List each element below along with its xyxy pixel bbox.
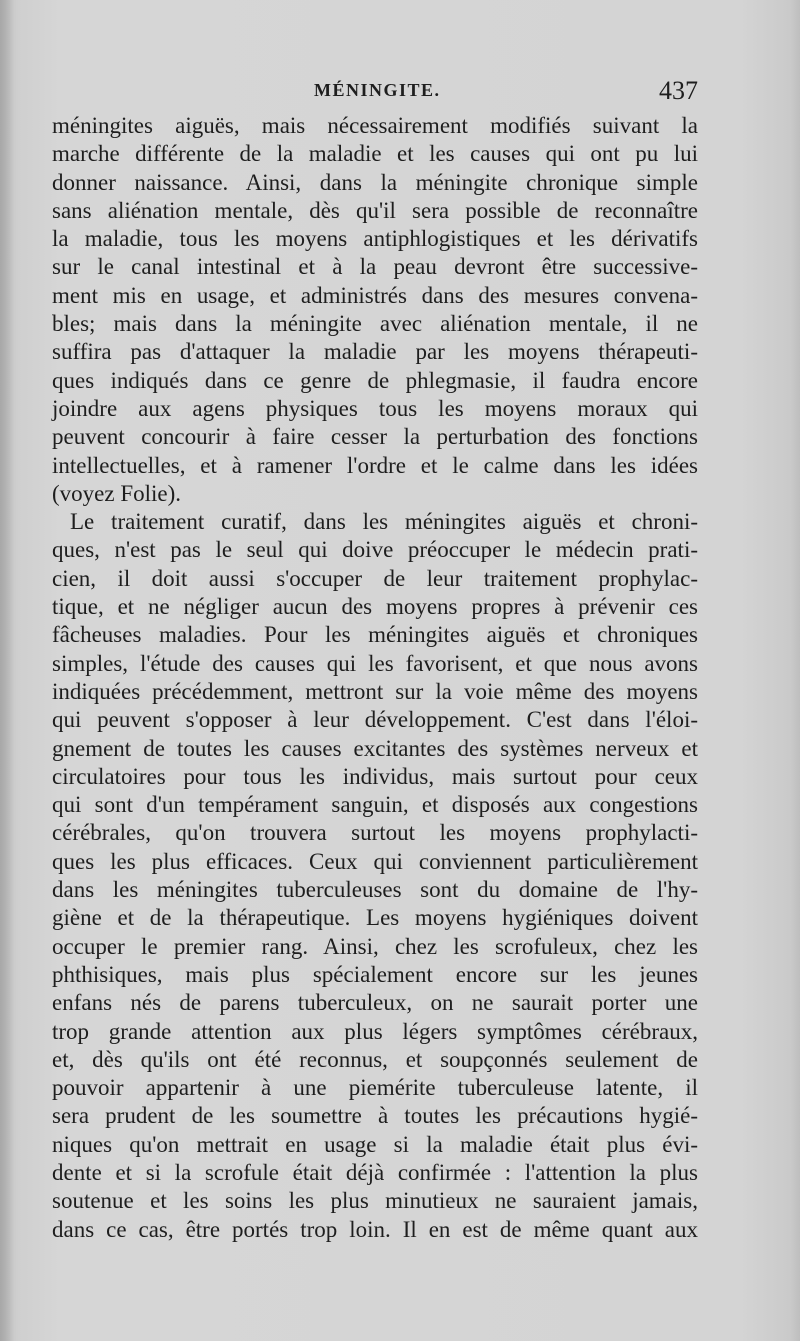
text-line: ques, n'est pas le seul qui doive préoccuper le médecin prati- <box>52 537 698 563</box>
text-line: fâcheuses maladies. Pour les méningites aiguës et chroniques <box>52 622 698 648</box>
binding-shadow <box>0 0 14 1341</box>
text-line: phthisiques, mais plus spécialement encore sur les jeunes <box>52 961 698 987</box>
text-line: cérébrales, qu'on trouvera surtout les moyens prophylacti- <box>52 820 698 846</box>
body-text <box>52 112 698 1244</box>
text-line: niques qu'on mettrait en usage si la maladie était plus évi- <box>52 1131 698 1157</box>
text-line: dente et si la scrofule était déjà confirmée : l'attention la plus <box>52 1159 698 1185</box>
text-line: sur le canal intestinal et à la peau devront être successive- <box>52 254 698 280</box>
running-title: MÉNINGITE. <box>314 80 441 100</box>
page-number: 437 <box>659 76 698 105</box>
text-line: trop grande attention aux plus légers symptômes cérébraux, <box>52 1018 698 1044</box>
text-line: marche différente de la maladie et les causes qui ont pu lui <box>52 141 698 167</box>
text-line: ques indiqués dans ce genre de phlegmasie, il faudra encore <box>52 367 698 393</box>
text-line: suffira pas d'attaquer la maladie par les moyens thérapeuti- <box>52 339 698 365</box>
text-line: méningites aiguës, mais nécessairement modifiés suivant la <box>52 113 698 138</box>
text-line: donner naissance. Ainsi, dans la méningite chronique simple <box>52 169 698 195</box>
text-line: bles; mais dans la méningite avec aliénation mentale, il ne <box>52 311 698 337</box>
text-line: ment mis en usage, et administrés dans des mesures convena- <box>52 282 698 308</box>
text-line: et, dès qu'ils ont été reconnus, et soupçonnés seulement de <box>52 1046 698 1072</box>
text-line: (voyez Folie). <box>52 480 182 506</box>
paragraph-start-line: Le traitement curatif, dans les méningites aiguës et chroni- <box>70 509 698 535</box>
text-line: indiquées précédemment, mettront sur la voie même des moyens <box>52 678 698 704</box>
text-line: pouvoir appartenir à une piemérite tuberculeuse latente, il <box>52 1075 698 1101</box>
text-line: ques les plus efficaces. Ceux qui conviennent particulièrement <box>52 848 698 874</box>
text-line: peuvent concourir à faire cesser la perturbation des fonctions <box>52 424 698 450</box>
text-line: gnement de toutes les causes excitantes des systèmes nerveux et <box>52 735 698 761</box>
text-line: dans les méningites tuberculeuses sont du domaine de l'hy- <box>52 877 698 903</box>
text-line: soutenue et les soins les plus minutieux ne sauraient jamais, <box>52 1188 698 1214</box>
text-line: simples, l'étude des causes qui les favorisent, et que nous avons <box>52 650 698 676</box>
page-header <box>52 76 698 106</box>
text-line: joindre aux agens physiques tous les moyens moraux qui <box>52 395 698 421</box>
text-line: sans aliénation mentale, dès qu'il sera possible de reconnaître <box>52 197 698 223</box>
text-line: tique, et ne négliger aucun des moyens propres à prévenir ces <box>52 594 698 620</box>
text-line: qui peuvent s'opposer à leur développement. C'est dans l'éloi- <box>52 707 698 733</box>
text-line: dans ce cas, être portés trop loin. Il en est de même quant aux <box>52 1216 698 1242</box>
text-line: intellectuelles, et à ramener l'ordre et le calme dans les idées <box>52 452 698 478</box>
text-line: giène et de la thérapeutique. Les moyens hygiéniques doivent <box>52 905 698 931</box>
text-line: circulatoires pour tous les individus, mais surtout pour ceux <box>52 763 698 789</box>
text-line: cien, il doit aussi s'occuper de leur traitement prophylac- <box>52 565 698 591</box>
text-line: sera prudent de les soumettre à toutes les précautions hygié- <box>52 1103 698 1129</box>
text-line: la maladie, tous les moyens antiphlogistiques et les dérivatifs <box>52 226 698 252</box>
text-line: qui sont d'un tempérament sanguin, et disposés aux congestions <box>52 792 698 818</box>
text-line: occuper le premier rang. Ainsi, chez les scrofuleux, chez les <box>52 933 698 959</box>
text-line: enfans nés de parens tuberculeux, on ne saurait porter une <box>52 990 698 1016</box>
